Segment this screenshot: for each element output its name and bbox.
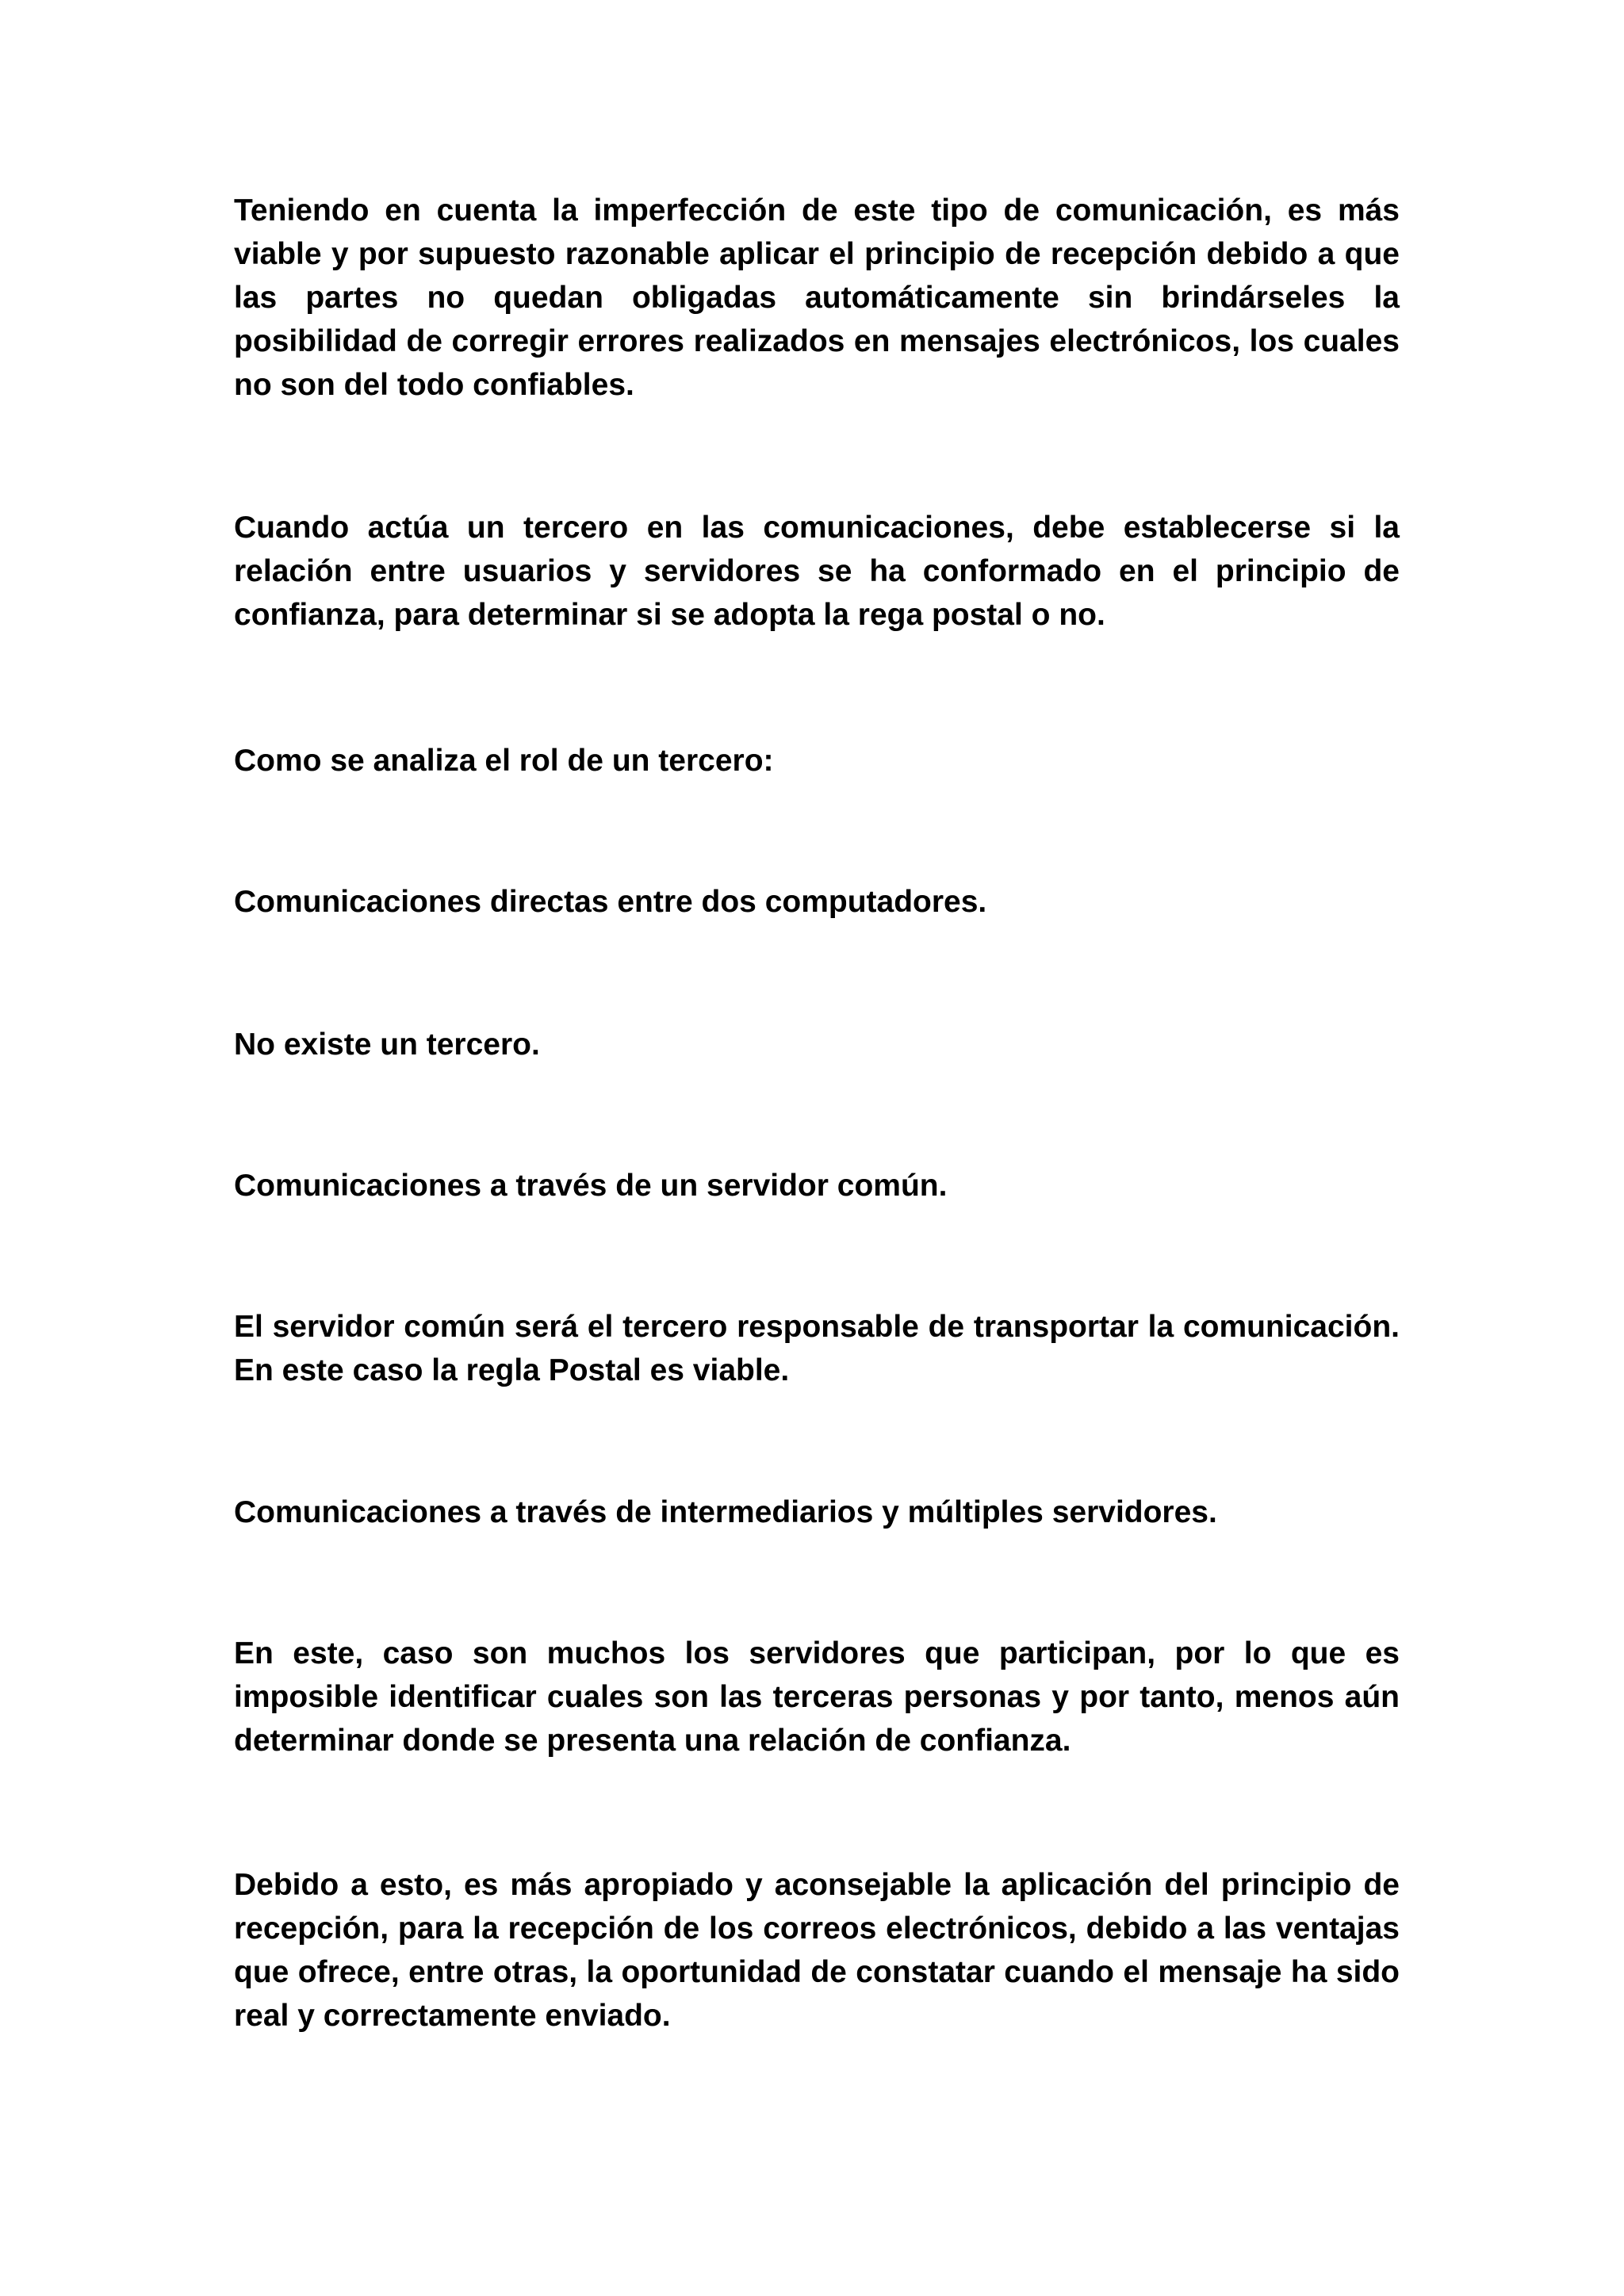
paragraph-regla-postal-viable: El servidor común será el tercero responsable de transportar la comunicación. En este caso la regla Postal es viable. — [234, 1310, 1400, 1387]
paragraph-recepcion-imperfeccion: Teniendo en cuenta la imperfección de este tipo de comunicación, es más viable y por supuesto razonable aplicar el principio de recepción debido a que las partes no quedan obligadas automáticamente sin brindárseles la posibilidad de corregir errores realizados en mensajes electrónicos, los cuales no son del todo confiables. — [234, 193, 1400, 402]
paragraph-multiples-servidores: Comunicaciones a través de intermediarios y múltiples servidores. — [234, 1495, 1217, 1529]
paragraph-comunicaciones-directas: Comunicaciones directas entre dos computadores. — [234, 885, 987, 919]
paragraph-imposible-identificar: En este, caso son muchos los servidores que participan, por lo que es imposible identificar cuales son las terceras personas y por tanto, menos aún determinar donde se presenta una relación de confianza. — [234, 1636, 1400, 1758]
paragraph-no-existe-tercero: No existe un tercero. — [234, 1027, 540, 1062]
paragraph-principio-recepcion-conclusion: Debido a esto, es más apropiado y aconsejable la aplicación del principio de recepción, para la recepción de los correos electrónicos, debido a las ventajas que ofrece, entre otras, la oportunidad de constatar cuando el mensaje ha sido real y correctamente enviado. — [234, 1868, 1400, 2033]
paragraph-tercero-confianza: Cuando actúa un tercero en las comunicaciones, debe establecerse si la relación entre usuarios y servidores se ha conformado en el principio de confianza, para determinar si se adopta la rega postal o no. — [234, 511, 1400, 632]
paragraph-rol-tercero-heading: Como se analiza el rol de un tercero: — [234, 744, 774, 778]
paragraph-servidor-comun: Comunicaciones a través de un servidor común. — [234, 1169, 948, 1203]
